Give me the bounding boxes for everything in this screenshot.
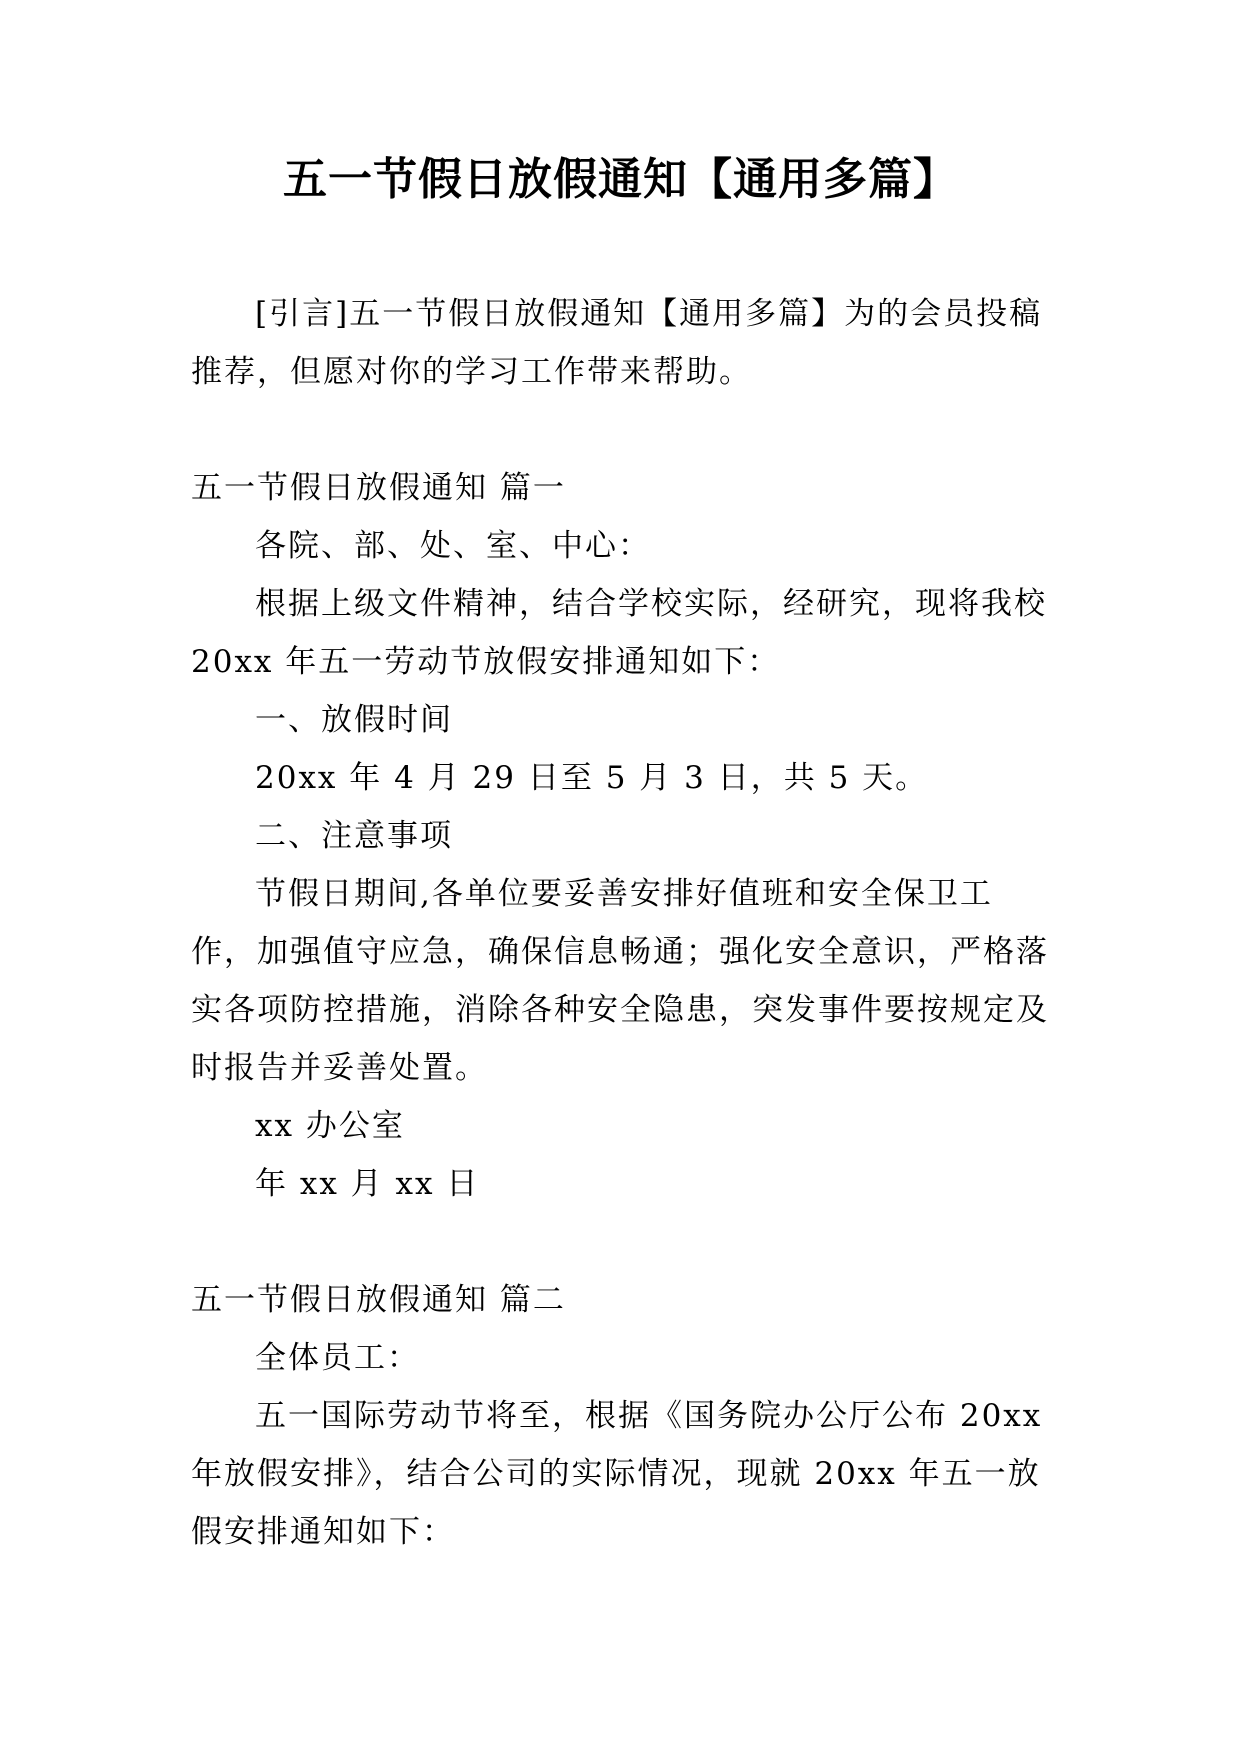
section1-date: 年 xx 月 xx 日 <box>255 1166 480 1202</box>
section1-signature: xx 办公室 <box>255 1108 405 1144</box>
section2-paragraph: 五一国际劳动节将至，根据《国务院办公厅公布 20xx年放假安排》，结合公司的实际情况，现就 20xx 年五一放假安排通知如下： <box>191 1398 1043 1550</box>
spacer <box>191 401 1051 459</box>
spacer <box>191 1213 1051 1271</box>
section2-heading: 五一节假日放假通知 篇二 <box>191 1282 566 1318</box>
section1-heading: 五一节假日放假通知 篇一 <box>191 470 566 506</box>
section1-paragraph: 根据上级文件精神，结合学校实际，经研究，现将我校20xx 年五一劳动节放假安排通知如下： <box>191 586 1047 680</box>
intro-paragraph: [引言]五一节假日放假通知【通用多篇】为的会员投稿推荐，但愿对你的学习工作带来帮助。 <box>191 296 1043 390</box>
document-title: 五一节假日放假通知【通用多篇】 <box>283 154 958 205</box>
section1-subheading-time: 一、放假时间 <box>255 702 453 738</box>
section1-subheading-notes: 二、注意事项 <box>255 818 453 854</box>
document-body <box>191 285 1051 1561</box>
section1-salutation: 各院、部、处、室、中心： <box>255 528 651 564</box>
section1-time-text: 20xx 年 4 月 29 日至 5 月 3 日，共 5 天。 <box>255 760 929 796</box>
section1-notes-text: 节假日期间,各单位要妥善安排好值班和安全保卫工作，加强值守应急，确保信息畅通；强化安全意识，严格落实各项防控措施，消除各种安全隐患，突发事件要按规定及时报告并妥善处置。 <box>191 876 1049 1086</box>
section2-salutation: 全体员工： <box>255 1340 420 1376</box>
